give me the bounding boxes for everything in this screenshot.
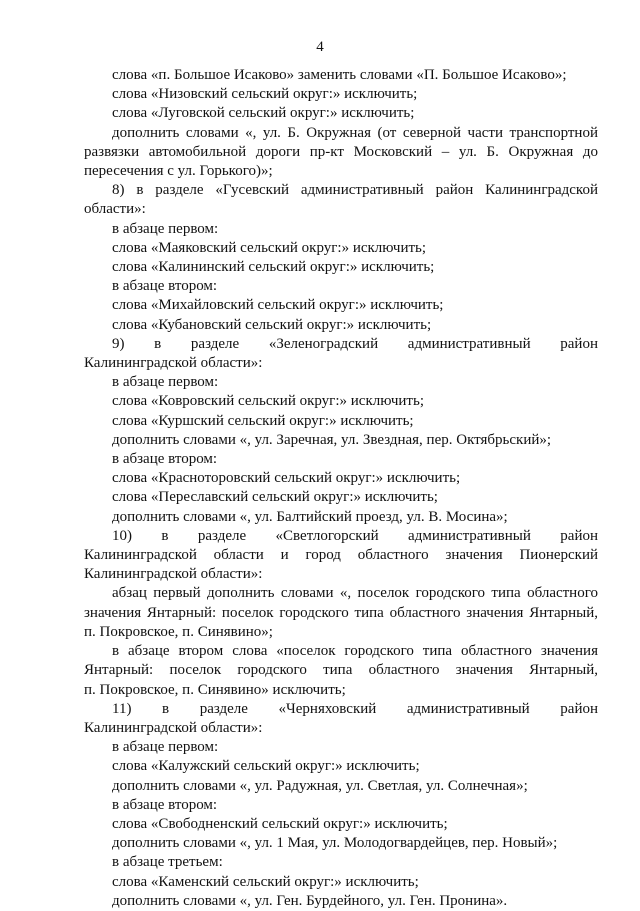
text-line: слова «Низовский сельский округ:» исключить; <box>112 86 418 103</box>
text-line: слова «Каменский сельский округ:» исключить; <box>112 873 419 890</box>
text-line: области»: <box>84 201 146 218</box>
text-line: дополнить словами «, ул. Заречная, ул. Звездная, пер. Октябрьский»; <box>112 431 552 448</box>
text-line: развязки автомобильной дороги пр-кт Московский – ул. Б. Окружная до <box>84 143 598 160</box>
text-line: 8) в разделе «Гусевский административный район Калининградской <box>112 182 598 199</box>
text-line: слова «Кубановский сельский округ:» исключить; <box>112 316 432 333</box>
text-line: в абзаце втором: <box>112 796 218 813</box>
text-line: дополнить словами «, ул. 1 Мая, ул. Молодогвардейцев, пер. Новый»; <box>112 835 558 852</box>
text-line: дополнить словами «, ул. Б. Окружная (от северной части транспортной <box>112 124 598 141</box>
document-body <box>84 66 598 911</box>
text-line: слова «Калужский сельский округ:» исключить; <box>112 758 420 775</box>
text-line: слова «Маяковский сельский округ:» исключить; <box>112 239 427 256</box>
text-line: Калининградской области»: <box>84 719 263 736</box>
text-line: слова «Луговской сельский округ:» исключить; <box>112 105 415 122</box>
text-line: слова «Переславский сельский округ:» исключить; <box>112 489 438 506</box>
text-line: Калининградской области и город областного значения Пионерский <box>84 547 598 564</box>
text-line: Калининградской области»: <box>84 355 263 372</box>
text-line: значения Янтарный: поселок городского типа областного значения Янтарный, <box>84 604 598 621</box>
text-line: дополнить словами «, ул. Балтийский проезд, ул. В. Мосина»; <box>112 508 508 525</box>
text-line: в абзаце первом: <box>112 374 219 391</box>
text-line: в абзаце втором: <box>112 278 218 295</box>
text-line: слова «Калининский сельский округ:» исключить; <box>112 259 435 276</box>
text-line: дополнить словами «, ул. Радужная, ул. Светлая, ул. Солнечная»; <box>112 777 528 794</box>
text-line: слова «Свободненский сельский округ:» исключить; <box>112 815 448 832</box>
text-line: слова «Ковровский сельский округ:» исключить; <box>112 393 424 410</box>
text-line: в абзаце первом: <box>112 739 219 756</box>
text-line: слова «Куршский сельский округ:» исключить; <box>112 412 414 429</box>
text-line: п. Покровское, п. Синявино» исключить; <box>84 681 346 698</box>
text-line: 9) в разделе «Зеленоградский административный район <box>112 335 598 352</box>
text-line: пересечения с ул. Горького)»; <box>84 163 273 180</box>
text-line: в абзаце втором: <box>112 451 218 468</box>
text-line: дополнить словами «, ул. Ген. Бурдейного, ул. Ген. Пронина». <box>112 892 508 909</box>
text-line: в абзаце третьем: <box>112 854 223 871</box>
text-line: слова «п. Большое Исаково» заменить словами «П. Большое Исаково»; <box>112 67 567 83</box>
text-line: в абзаце первом: <box>112 220 219 237</box>
text-line: Калининградской области»: <box>84 566 263 583</box>
text-line: слова «Михайловский сельский округ:» исключить; <box>112 297 444 314</box>
text-line: 10) в разделе «Светлогорский административный район <box>112 527 598 544</box>
page-number: 4 <box>316 39 324 55</box>
text-line: слова «Красноторовский сельский округ:» исключить; <box>112 470 461 487</box>
text-line: в абзаце втором слова «поселок городского типа областного значения <box>112 643 598 660</box>
text-line: 11) в разделе «Черняховский административный район <box>112 700 598 717</box>
text-line: п. Покровское, п. Синявино»; <box>84 623 273 640</box>
text-line: абзац первый дополнить словами «, поселок городского типа областного <box>112 585 598 602</box>
text-line: Янтарный: поселок городского типа областного значения Янтарный, <box>84 662 598 679</box>
